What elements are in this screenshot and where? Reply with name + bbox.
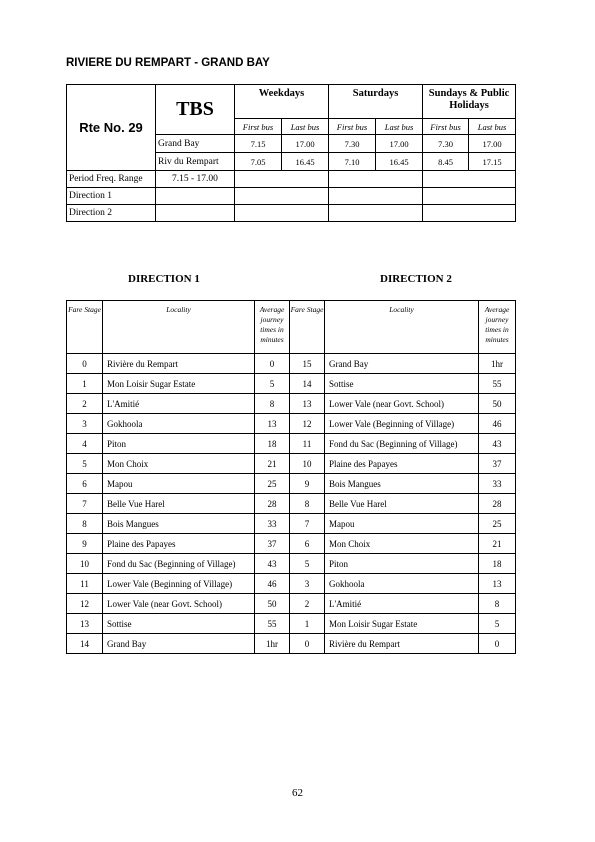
fare-stage-cell: 0 — [67, 354, 103, 374]
locality-cell: Mapou — [325, 514, 479, 534]
locality-cell: Sottise — [325, 374, 479, 394]
locality-cell: Rivière du Rempart — [325, 634, 479, 654]
locality-cell: Lower Vale (Beginning of Village) — [325, 414, 479, 434]
journey-time-cell: 5 — [479, 614, 516, 634]
schedule-time: 7.15 — [235, 135, 282, 153]
table-row — [67, 574, 516, 594]
schedule-place: Grand Bay — [156, 135, 235, 153]
journey-time-cell: 46 — [479, 414, 516, 434]
first-bus-header: First bus — [235, 119, 282, 135]
direction-2-heading: DIRECTION 2 — [380, 273, 452, 285]
fare-stage-cell: 6 — [67, 474, 103, 494]
fare-stage-cell: 8 — [290, 494, 325, 514]
journey-time-cell: 25 — [479, 514, 516, 534]
locality-cell: Mapou — [103, 474, 255, 494]
journey-time-header: Average journey times in minutes — [479, 301, 516, 354]
locality-cell: Plaine des Papayes — [325, 454, 479, 474]
locality-cell: Bois Mangues — [103, 514, 255, 534]
locality-cell: Mon Loisir Sugar Estate — [325, 614, 479, 634]
direction-1-row — [67, 188, 516, 205]
table-row — [67, 554, 516, 574]
schedule-time: 17.00 — [469, 135, 516, 153]
fare-stage-cell: 12 — [67, 594, 103, 614]
fare-stage-cell: 5 — [290, 554, 325, 574]
schedule-time: 7.30 — [423, 135, 469, 153]
locality-cell: L'Amitié — [103, 394, 255, 414]
schedule-time: 7.30 — [329, 135, 376, 153]
journey-time-cell: 37 — [479, 454, 516, 474]
schedule-time: 17.00 — [376, 135, 423, 153]
journey-time-cell: 33 — [255, 514, 290, 534]
group-saturdays: Saturdays — [329, 85, 423, 119]
journey-time-cell: 0 — [479, 634, 516, 654]
locality-cell: Mon Choix — [103, 454, 255, 474]
journey-time-cell: 43 — [479, 434, 516, 454]
schedule-table — [66, 84, 516, 222]
schedule-time: 17.00 — [282, 135, 329, 153]
fare-stage-cell: 4 — [67, 434, 103, 454]
journey-time-cell: 18 — [255, 434, 290, 454]
journey-time-cell: 37 — [255, 534, 290, 554]
table-row — [67, 614, 516, 634]
locality-cell: Belle Vue Harel — [325, 494, 479, 514]
fare-stage-cell: 13 — [67, 614, 103, 634]
journey-time-cell: 8 — [255, 394, 290, 414]
locality-cell: Gokhoola — [103, 414, 255, 434]
locality-cell: Rivière du Rempart — [103, 354, 255, 374]
table-row — [67, 354, 516, 374]
locality-cell: Plaine des Papayes — [103, 534, 255, 554]
fare-stage-cell: 10 — [67, 554, 103, 574]
locality-cell: Grand Bay — [103, 634, 255, 654]
journey-time-cell: 21 — [255, 454, 290, 474]
journey-time-cell: 55 — [479, 374, 516, 394]
direction-1-heading: DIRECTION 1 — [128, 273, 200, 285]
fare-stage-cell: 3 — [290, 574, 325, 594]
journey-time-cell: 25 — [255, 474, 290, 494]
journey-time-cell: 28 — [479, 494, 516, 514]
group-sundays: Sundays & Public Holidays — [423, 85, 516, 119]
table-row — [67, 454, 516, 474]
locality-cell: Piton — [325, 554, 479, 574]
fare-stage-cell: 13 — [290, 394, 325, 414]
direction-2-label: Direction 2 — [67, 205, 156, 222]
locality-header: Locality — [103, 301, 255, 354]
journey-time-cell: 50 — [255, 594, 290, 614]
fare-stage-cell: 3 — [67, 414, 103, 434]
table-row — [67, 494, 516, 514]
first-bus-header: First bus — [329, 119, 376, 135]
fare-stage-cell: 9 — [290, 474, 325, 494]
locality-cell: Lower Vale (near Govt. School) — [103, 594, 255, 614]
schedule-time: 16.45 — [376, 153, 423, 171]
table-row — [67, 594, 516, 614]
journey-time-cell: 0 — [255, 354, 290, 374]
table-row — [67, 434, 516, 454]
direction-table-header — [67, 301, 516, 354]
journey-time-cell: 43 — [255, 554, 290, 574]
operator-name: TBS — [156, 85, 235, 135]
fare-stage-cell: 15 — [290, 354, 325, 374]
locality-cell: Fond du Sac (Beginning of Village) — [103, 554, 255, 574]
page-number: 62 — [292, 787, 303, 799]
locality-cell: L'Amitié — [325, 594, 479, 614]
fare-stage-cell: 9 — [67, 534, 103, 554]
fare-stage-cell: 10 — [290, 454, 325, 474]
group-weekdays: Weekdays — [235, 85, 329, 119]
journey-time-cell: 1hr — [255, 634, 290, 654]
locality-header: Locality — [325, 301, 479, 354]
locality-cell: Mon Choix — [325, 534, 479, 554]
journey-time-header: Average journey times in minutes — [255, 301, 290, 354]
direction-table — [66, 300, 516, 654]
journey-time-cell: 1hr — [479, 354, 516, 374]
direction-table-body — [67, 354, 516, 654]
locality-cell: Lower Vale (Beginning of Village) — [103, 574, 255, 594]
table-row — [67, 374, 516, 394]
journey-time-cell: 46 — [255, 574, 290, 594]
table-row — [67, 514, 516, 534]
locality-cell: Gokhoola — [325, 574, 479, 594]
journey-time-cell: 33 — [479, 474, 516, 494]
locality-cell: Lower Vale (near Govt. School) — [325, 394, 479, 414]
journey-time-cell: 8 — [479, 594, 516, 614]
schedule-time: 17.15 — [469, 153, 516, 171]
fare-stage-cell: 5 — [67, 454, 103, 474]
journey-time-cell: 50 — [479, 394, 516, 414]
journey-time-cell: 18 — [479, 554, 516, 574]
table-row — [67, 474, 516, 494]
fare-stage-cell: 7 — [290, 514, 325, 534]
period-value: 7.15 - 17.00 — [156, 171, 235, 188]
journey-time-cell: 13 — [479, 574, 516, 594]
period-row — [67, 171, 516, 188]
last-bus-header: Last bus — [469, 119, 516, 135]
schedule-time: 16.45 — [282, 153, 329, 171]
journey-time-cell: 55 — [255, 614, 290, 634]
journey-time-cell: 13 — [255, 414, 290, 434]
direction-1-label: Direction 1 — [67, 188, 156, 205]
fare-stage-cell: 11 — [290, 434, 325, 454]
last-bus-header: Last bus — [282, 119, 329, 135]
locality-cell: Fond du Sac (Beginning of Village) — [325, 434, 479, 454]
route-title: RIVIERE DU REMPART - GRAND BAY — [66, 57, 270, 69]
schedule-time: 7.10 — [329, 153, 376, 171]
table-row — [67, 634, 516, 654]
locality-cell: Mon Loisir Sugar Estate — [103, 374, 255, 394]
locality-cell: Grand Bay — [325, 354, 479, 374]
fare-stage-cell: 14 — [290, 374, 325, 394]
journey-time-cell: 21 — [479, 534, 516, 554]
fare-stage-cell: 11 — [67, 574, 103, 594]
fare-stage-cell: 1 — [290, 614, 325, 634]
fare-stage-cell: 12 — [290, 414, 325, 434]
route-number: Rte No. 29 — [67, 85, 156, 171]
last-bus-header: Last bus — [376, 119, 423, 135]
direction-2-row — [67, 205, 516, 222]
locality-cell: Belle Vue Harel — [103, 494, 255, 514]
locality-cell: Bois Mangues — [325, 474, 479, 494]
fare-stage-cell: 7 — [67, 494, 103, 514]
fare-stage-cell: 2 — [67, 394, 103, 414]
fare-stage-cell: 14 — [67, 634, 103, 654]
schedule-time: 7.05 — [235, 153, 282, 171]
fare-stage-cell: 6 — [290, 534, 325, 554]
fare-stage-cell: 2 — [290, 594, 325, 614]
fare-stage-header: Fare Stage — [290, 301, 325, 354]
locality-cell: Sottise — [103, 614, 255, 634]
schedule-place: Riv du Rempart — [156, 153, 235, 171]
locality-cell: Piton — [103, 434, 255, 454]
fare-stage-cell: 1 — [67, 374, 103, 394]
fare-stage-cell: 8 — [67, 514, 103, 534]
period-label: Period Freq. Range — [67, 171, 156, 188]
first-bus-header: First bus — [423, 119, 469, 135]
journey-time-cell: 5 — [255, 374, 290, 394]
table-row — [67, 394, 516, 414]
fare-stage-cell: 0 — [290, 634, 325, 654]
schedule-time: 8.45 — [423, 153, 469, 171]
fare-stage-header: Fare Stage — [67, 301, 103, 354]
table-row — [67, 414, 516, 434]
table-row — [67, 534, 516, 554]
journey-time-cell: 28 — [255, 494, 290, 514]
